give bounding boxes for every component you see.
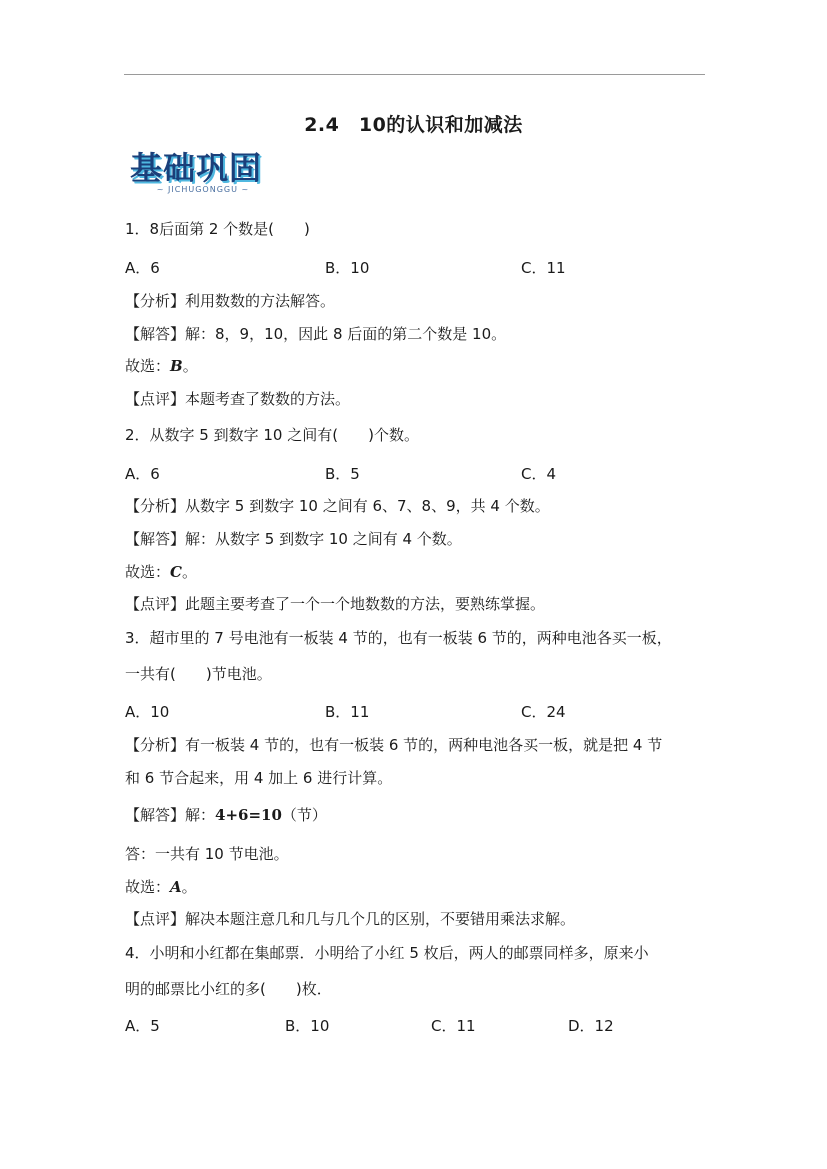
q3-choice [125, 877, 197, 897]
q3-comment: 【点评】解决本题注意几和几与几个几的区别，不要错用乘法求解。 [125, 910, 576, 928]
q4-option-b: B．10 [285, 1017, 330, 1035]
q3-answer: 答：一共有 10 节电池。 [125, 845, 289, 863]
q1-solution: 【解答】解：8，9，10，因此 8 后面的第二个数是 10。 [125, 325, 507, 343]
q2-choice-letter: C [170, 563, 182, 581]
q3-stem-line2: 一共有( )节电池。 [125, 665, 272, 683]
logo-main-text: 基础巩固 [130, 149, 263, 187]
q2-comment: 【点评】此题主要考查了一个一个地数数的方法，要熟练掌握。 [125, 595, 546, 613]
q1-option-c: C．11 [521, 259, 566, 277]
q4-option-a: A．5 [125, 1017, 160, 1035]
q4-option-c: C．11 [431, 1017, 476, 1035]
q3-formula: 4+6=10 [215, 806, 282, 824]
q4-stem-line1: 4．小明和小红都在集邮票．小明给了小红 5 枚后，两人的邮票同样多，原来小 [125, 944, 649, 962]
q3-option-b: B．11 [325, 703, 370, 721]
q3-formula-unit: （节） [281, 806, 327, 824]
logo-sub-text: ~ JICHUGONGGU ~ [156, 185, 250, 194]
q3-solution [125, 805, 327, 825]
q4-option-d: D．12 [568, 1017, 614, 1035]
q2-choice [125, 562, 197, 582]
q1-comment: 【点评】本题考查了数数的方法。 [125, 390, 351, 408]
q2-stem: 2．从数字 5 到数字 10 之间有( )个数。 [125, 426, 419, 444]
q4-stem-line2: 明的邮票比小红的多( )枚． [125, 980, 332, 998]
q2-choice-prefix: 故选： [125, 563, 171, 581]
q2-option-c: C．4 [521, 465, 557, 483]
q2-choice-suffix: 。 [181, 563, 197, 581]
q1-choice-prefix: 故选： [125, 357, 171, 375]
q2-analysis: 【分析】从数字 5 到数字 10 之间有 6、7、8、9，共 4 个数。 [125, 497, 550, 515]
q2-option-a: A．6 [125, 465, 160, 483]
q3-choice-prefix: 故选： [125, 878, 171, 896]
q1-choice-suffix: 。 [182, 357, 198, 375]
q2-solution: 【解答】解：从数字 5 到数字 10 之间有 4 个数。 [125, 530, 462, 548]
q3-choice-suffix: 。 [181, 878, 197, 896]
q1-option-b: B．10 [325, 259, 370, 277]
q3-analysis-line2: 和 6 节合起来，用 4 加上 6 进行计算。 [125, 769, 393, 787]
header-rule [124, 74, 705, 75]
q3-choice-letter: A [170, 878, 182, 896]
q3-analysis-line1: 【分析】有一板装 4 节的，也有一板装 6 节的，两种电池各买一板，就是把 4 节 [125, 736, 663, 754]
q1-analysis: 【分析】利用数数的方法解答。 [125, 292, 336, 310]
q1-option-a: A．6 [125, 259, 160, 277]
page-title: 2.4 10的认识和加减法 [304, 114, 523, 136]
q3-option-a: A．10 [125, 703, 170, 721]
q3-stem-line1: 3．超市里的 7 号电池有一板装 4 节的，也有一板装 6 节的，两种电池各买一板， [125, 629, 672, 647]
q3-solution-prefix: 【解答】解： [125, 806, 216, 824]
q2-option-b: B．5 [325, 465, 360, 483]
q1-choice [125, 356, 198, 376]
section-logo [130, 150, 276, 196]
q3-option-c: C．24 [521, 703, 566, 721]
q1-stem: 1．8后面第 2 个数是( ) [125, 220, 310, 238]
q1-choice-letter: B [170, 357, 183, 375]
